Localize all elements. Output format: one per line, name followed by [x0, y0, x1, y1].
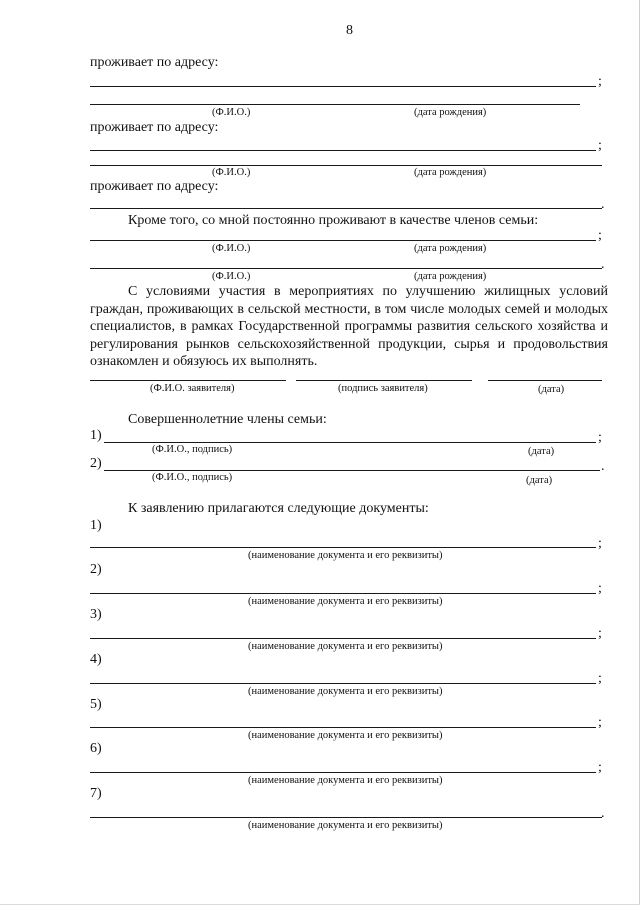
- fio-caption: (Ф.И.О.): [212, 107, 251, 118]
- document-caption: (наименование документа и его реквизиты): [248, 550, 443, 561]
- address-line: [90, 86, 596, 87]
- document-number: 7): [90, 786, 102, 801]
- document-caption: (наименование документа и его реквизиты): [248, 596, 443, 607]
- address-line: [90, 208, 602, 209]
- line-end-semicolon: ;: [598, 430, 602, 445]
- fio-caption: (Ф.И.О.): [212, 243, 251, 254]
- fio-line: [90, 104, 580, 105]
- adult-member-date-caption: (дата): [528, 446, 555, 457]
- document-number: 2): [90, 562, 102, 577]
- adult-member-number: 1): [90, 428, 102, 443]
- applicant-date-caption: (дата): [538, 384, 565, 395]
- fio-caption: (Ф.И.О.): [212, 167, 251, 178]
- adult-member-line: [104, 442, 596, 443]
- address-line: [90, 150, 596, 151]
- line-end-semicolon: ;: [598, 581, 602, 596]
- line-end-semicolon: ;: [598, 671, 602, 686]
- conditions-paragraph: С условиями участия в мероприятиях по улучшению жилищных условий граждан, проживающих в сельской местности, в том числе молодых семей и молодых специалистов, в рамках Государственной программы развития сельского хозяйства и регулирования рынков сельскохозяйственной продукции, сырья и продовольствия ознакомлен и обязуюсь их выполнять.: [90, 284, 608, 369]
- document-line: [90, 593, 596, 594]
- family-member-line: [90, 268, 602, 269]
- family-intro: Кроме того, со мной постоянно проживают в качестве членов семьи:: [128, 213, 539, 228]
- birth-date-caption: (дата рождения): [414, 271, 487, 282]
- applicant-fio-line: [90, 380, 286, 381]
- birth-date-caption: (дата рождения): [414, 167, 487, 178]
- line-end-semicolon: ;: [598, 626, 602, 641]
- adult-member-caption: (Ф.И.О., подпись): [152, 444, 233, 455]
- fio-caption: (Ф.И.О.): [212, 271, 251, 282]
- line-end-period: .: [601, 197, 605, 212]
- adult-members-heading: Совершеннолетние члены семьи:: [128, 412, 327, 427]
- adult-member-number: 2): [90, 456, 102, 471]
- address-label: проживает по адресу:: [90, 179, 219, 194]
- document-caption: (наименование документа и его реквизиты): [248, 730, 443, 741]
- applicant-signature-caption: (подпись заявителя): [338, 383, 428, 394]
- line-end-semicolon: ;: [598, 760, 602, 775]
- document-number: 5): [90, 697, 102, 712]
- birth-date-caption: (дата рождения): [414, 243, 487, 254]
- document-line: [90, 638, 596, 639]
- document-caption: (наименование документа и его реквизиты): [248, 775, 443, 786]
- birth-date-caption: (дата рождения): [414, 107, 487, 118]
- address-label: проживает по адресу:: [90, 120, 219, 135]
- document-caption: (наименование документа и его реквизиты): [248, 686, 443, 697]
- line-end-semicolon: ;: [598, 138, 602, 153]
- line-end-semicolon: ;: [598, 228, 602, 243]
- adult-member-date-caption: (дата): [526, 475, 553, 486]
- document-line: [90, 547, 596, 548]
- adult-member-line: [104, 470, 600, 471]
- document-line: [90, 683, 596, 684]
- adult-member-caption: (Ф.И.О., подпись): [152, 472, 233, 483]
- document-number: 3): [90, 607, 102, 622]
- applicant-date-line: [488, 380, 602, 381]
- document-line: [90, 817, 602, 818]
- document-caption: (наименование документа и его реквизиты): [248, 641, 443, 652]
- line-end-semicolon: ;: [598, 715, 602, 730]
- applicant-signature-line: [296, 380, 472, 381]
- family-member-line: [90, 240, 596, 241]
- document-number: 6): [90, 741, 102, 756]
- document-line: [90, 772, 596, 773]
- document-number: 4): [90, 652, 102, 667]
- fio-line: [90, 165, 602, 166]
- document-number: 1): [90, 518, 102, 533]
- line-end-semicolon: ;: [598, 536, 602, 551]
- document-caption: (наименование документа и его реквизиты): [248, 820, 443, 831]
- documents-heading: К заявлению прилагаются следующие документы:: [128, 501, 429, 516]
- applicant-fio-caption: (Ф.И.О. заявителя): [150, 383, 235, 394]
- line-end-semicolon: ;: [598, 74, 602, 89]
- address-label: проживает по адресу:: [90, 55, 219, 70]
- line-end-period: .: [601, 459, 605, 474]
- page-number: 8: [346, 23, 353, 38]
- document-line: [90, 727, 596, 728]
- line-end-period: .: [601, 806, 605, 821]
- line-end-period: .: [601, 257, 605, 272]
